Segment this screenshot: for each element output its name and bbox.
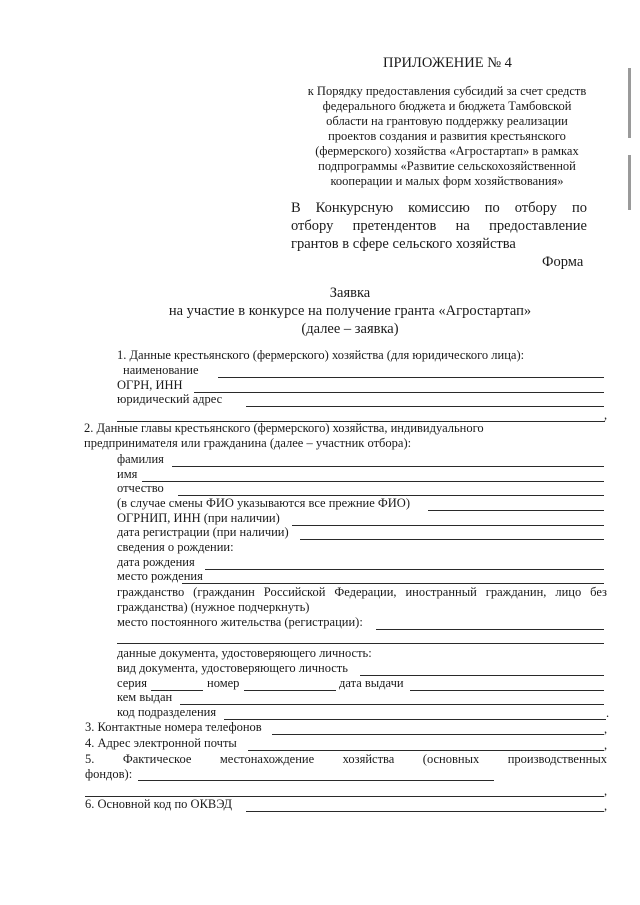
punct-comma: , <box>604 784 608 798</box>
legal-address-label: юридический адрес <box>117 392 223 406</box>
basis-line: федерального бюджета и бюджета Тамбовской <box>322 99 572 113</box>
section2-heading-line: 2. Данные главы крестьянского (фермерского) хозяйства, индивидуального <box>84 421 484 435</box>
actual-location-field[interactable] <box>138 780 494 781</box>
scan-edge-mark <box>628 155 631 210</box>
email-label: 4. Адрес электронной почты <box>85 736 237 750</box>
farm-name-field[interactable] <box>218 377 604 378</box>
issued-by-field[interactable] <box>180 704 604 705</box>
addressee-line: отбору претендентов на предоставление <box>291 218 587 234</box>
punct-comma: , <box>604 408 608 422</box>
actual-location-line: фондов): <box>85 767 133 781</box>
ogrnip-field[interactable] <box>292 525 604 526</box>
phones-label: 3. Контактные номера телефонов <box>85 720 262 734</box>
ogrn-label: ОГРН, ИНН <box>117 378 183 392</box>
issue-date-field[interactable] <box>410 690 604 691</box>
addressee <box>291 199 587 253</box>
punct-comma: , <box>604 799 608 813</box>
email-field[interactable] <box>248 750 604 751</box>
scan-edge-mark <box>628 68 631 138</box>
division-code-field[interactable] <box>224 719 606 720</box>
surname-field[interactable] <box>172 466 604 467</box>
reg-date-field[interactable] <box>300 539 604 540</box>
residence-label: место постоянного жительства (регистрации): <box>117 615 363 629</box>
fio-note: (в случае смены ФИО указываются все прежние ФИО) <box>117 496 410 510</box>
title-line: Заявка <box>329 285 371 301</box>
number-label: номер <box>207 676 240 690</box>
citizenship-line: гражданство (гражданин Российской Федерации, иностранный гражданин, лицо без <box>117 585 607 599</box>
farm-name-label: наименование <box>123 363 199 377</box>
ogrn-field[interactable] <box>194 392 604 393</box>
basis-line: к Порядку предоставления субсидий за счет средств <box>307 84 587 98</box>
punct-comma: , <box>604 722 608 736</box>
citizenship-label <box>117 585 607 615</box>
section2-heading-line: предпринимателя или гражданина (далее – участник отбора): <box>84 436 412 450</box>
phones-field[interactable] <box>272 734 604 735</box>
birth-info-label: сведения о рождении: <box>117 540 234 554</box>
legal-address-field[interactable] <box>246 406 604 407</box>
appendix-number: ПРИЛОЖЕНИЕ № 4 <box>383 55 512 71</box>
citizenship-line: гражданства) (нужное подчеркнуть) <box>117 600 310 614</box>
residence-field-extra[interactable] <box>117 643 604 644</box>
section1-heading: 1. Данные крестьянского (фермерского) хозяйства (для юридического лица): <box>117 348 525 362</box>
birth-place-field[interactable] <box>182 583 604 584</box>
reg-date-label: дата регистрации (при наличии) <box>117 525 289 539</box>
firstname-label: имя <box>117 467 138 481</box>
birth-place-label: место рождения <box>117 569 203 583</box>
addressee-line: В Конкурсную комиссию по отбору по <box>291 200 587 216</box>
previous-fio-field[interactable] <box>428 510 604 511</box>
punct-dot: . <box>606 706 610 720</box>
document-title <box>100 284 600 338</box>
birth-date-field[interactable] <box>205 569 604 570</box>
basis-line: подпрограммы «Развитие сельскохозяйственной <box>318 159 576 173</box>
firstname-field[interactable] <box>142 481 604 482</box>
actual-location-label <box>85 752 607 782</box>
basis-line: проектов создания и развития крестьянского <box>328 129 566 143</box>
section2-heading <box>84 421 484 451</box>
residence-field[interactable] <box>376 629 604 630</box>
id-doc-heading: данные документа, удостоверяющего личность: <box>117 646 372 660</box>
appendix-basis <box>292 84 602 189</box>
punct-comma: , <box>604 738 608 752</box>
number-field[interactable] <box>244 690 336 691</box>
patronymic-label: отчество <box>117 481 164 495</box>
title-line: на участие в конкурсе на получение гранта «Агростартап» <box>168 303 532 319</box>
okved-field[interactable] <box>246 811 604 812</box>
okved-label: 6. Основной код по ОКВЭД <box>85 797 232 811</box>
basis-line: (фермерского) хозяйства «Агростартап» в рамках <box>315 144 579 158</box>
birth-date-label: дата рождения <box>117 555 195 569</box>
actual-location-line: 5. Фактическое местонахождение хозяйства (основных производственных <box>85 752 607 766</box>
title-line: (далее – заявка) <box>301 321 399 337</box>
doc-type-label: вид документа, удостоверяющего личность <box>117 661 348 675</box>
basis-line: области на грантовую поддержку реализации <box>326 114 568 128</box>
addressee-line: грантов в сфере сельского хозяйства <box>291 236 516 252</box>
ogrnip-label: ОГРНИП, ИНН (при наличии) <box>117 511 280 525</box>
division-code-label: код подразделения <box>117 705 217 719</box>
series-label: серия <box>117 676 147 690</box>
issued-by-label: кем выдан <box>117 690 173 704</box>
basis-line: кооперации и малых форм хозяйствования» <box>330 174 564 188</box>
issue-date-label: дата выдачи <box>339 676 404 690</box>
form-label: Форма <box>542 254 584 270</box>
surname-label: фамилия <box>117 452 164 466</box>
